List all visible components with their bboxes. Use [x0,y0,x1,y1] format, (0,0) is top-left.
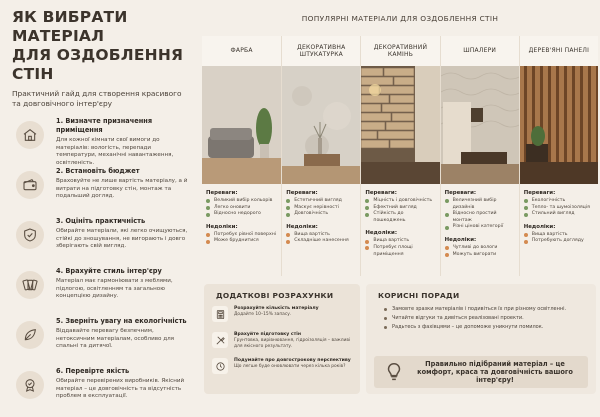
con-item [445,245,515,252]
calc-text: Що легше буде оновлювати через кілька років? [234,364,346,369]
step-title: 4. Врахуйте стиль інтер'єру [56,267,162,275]
house-icon [16,121,44,149]
pro-text: Тепло- та шумоізоляція [531,204,590,210]
pro-dot-icon [365,206,369,210]
wood-panels-image [520,66,598,184]
pro-item [365,211,435,224]
con-item [524,238,594,245]
pro-text: Ефектний вигляд [373,204,417,210]
material-card-plaster [281,36,360,276]
calc-text: Додайте 10–15% запасу. [234,312,292,317]
con-dot-icon [206,233,210,237]
calc-title: Подумайте про довгострокову перспективу [234,358,351,363]
calc-item [212,332,352,352]
calculator-icon [212,306,228,322]
con-text: Можуть вигорати [452,251,497,257]
con-item [445,252,515,259]
step-text: Матеріал має гармоніювати з меблями, підлогою, освітленням та загальною концепцією дизайну. [56,278,173,300]
pro-text: Екологічність [531,198,566,203]
pros-label: Переваги: [523,190,556,196]
pro-item [524,198,594,205]
step-item [12,117,192,167]
calculations-title: ДОДАТКОВІ РОЗРАХУНКИ [216,291,334,300]
card-title: ДЕКОРАТИВНА ШТУКАТУРКА [282,36,360,66]
cons-label: Недоліки: [286,223,318,230]
con-text: Складніше нанесення [294,238,349,244]
clock-icon [212,358,228,374]
pro-text: Міцність і довговічність [373,198,433,203]
stone-wall-image [361,66,439,184]
plaster-room-image [282,66,360,184]
lightbulb-icon [380,358,408,386]
calc-item [212,306,352,326]
step-title: 1. Визначте призначення приміщення [56,117,153,134]
con-dot-icon [206,240,210,244]
step-title: 2. Встановіть бюджет [56,167,140,175]
closing-quote: Правильно підібраний матеріал – це комфорт, краса та довговічність вашого інтер'єру! [417,360,573,384]
pros-label: Переваги: [365,190,397,196]
pro-dot-icon [445,199,449,203]
pro-item [445,211,515,224]
con-dot-icon [445,253,449,257]
calc-text: Грунтовка, вирівнювання, гідроізоляція – важливі для якісного результату. [234,338,351,349]
con-dot-icon [445,246,449,250]
step-text: Обирайте перевірених виробників. Якісний матеріал – це довговічність та відсутність проблем в експлуатації. [56,378,185,400]
pros-label: Переваги: [444,190,477,196]
materials-area [200,0,600,400]
material-card-paint [202,36,281,276]
con-text: Може бруднитися [214,238,259,244]
pro-dot-icon [206,199,210,203]
pro-item [286,198,356,205]
pro-item [286,211,356,218]
step-item [12,217,192,267]
materials-section-title: ПОПУЛЯРНІ МАТЕРІАЛИ ДЛЯ ОЗДОБЛЕННЯ СТІН [301,14,499,23]
pro-dot-icon [286,213,290,217]
card-title: ШПАЛЕРИ [441,36,519,66]
calc-title: Врахуйте підготовку стін [234,332,302,337]
calc-item [212,358,352,378]
con-text: Потребує площі приміщення [373,244,413,257]
con-item [286,238,356,245]
pro-text: Стійкість до пошкоджень [373,211,406,223]
calculations-panel [204,284,360,394]
pro-dot-icon [365,213,369,217]
pro-text: Великий вибір кольорів [214,198,273,203]
title-line-1: ЯК ВИБРАТИ МАТЕРІАЛ [12,8,128,45]
pro-dot-icon [206,213,210,217]
card-title: ДЕРЕВ'ЯНІ ПАНЕЛІ [520,36,598,66]
pro-text: Величезний вибір дизайнів [452,198,497,210]
subtitle: Практичний гайд для створення красивого та довговічного інтер'єру [12,89,182,108]
leaf-icon [16,321,44,349]
pro-item [365,198,435,205]
pro-text: Стильний вигляд [531,211,575,217]
pros-label: Переваги: [206,190,238,196]
con-text: Чутливі до вологи [452,244,498,250]
tip-item: Замовте зразки матеріалів і подивіться їх при різному освітленні. [392,306,584,313]
step-text: Віддавайте перевагу безпечним, нетоксичним матеріалам, особливо для спальні та дитячої. [56,328,175,350]
wallet-icon [16,171,44,199]
pro-dot-icon [365,199,369,203]
tip-item: Радьтесь з фахівцями – це допоможе уникнути помилок. [392,324,584,331]
con-text: Вища вартість [373,238,410,244]
pro-text: Відносно недорого [214,211,261,217]
tips-list [366,300,596,330]
con-text: Вища вартість [531,231,568,237]
con-text: Потребують догляду [531,238,584,244]
main-title [12,8,192,84]
con-item [206,238,277,245]
con-text: Потребує рівної поверхні [214,231,277,237]
shield-check-icon [16,221,44,249]
pro-dot-icon [524,213,528,217]
pro-item [445,198,515,211]
con-dot-icon [365,240,369,244]
pro-dot-icon [445,213,449,217]
paint-room-image [202,66,281,184]
pro-text: Естетичний вигляд [294,198,342,203]
step-item [12,367,192,417]
pro-dot-icon [524,206,528,210]
title-line-2: ДЛЯ ОЗДОБЛЕННЯ СТІН [12,46,184,83]
pro-dot-icon [524,199,528,203]
cons-label: Недоліки: [365,230,397,237]
con-dot-icon [524,240,528,244]
cons-label: Недоліки: [206,223,238,230]
step-text: Враховуйте не лише вартість матеріалу, а й витрати на підготовку стін, монтаж та подальший догляд. [56,178,188,200]
tip-item: Читайте відгуки та дивіться реалізовані проекти. [392,315,584,322]
card-title: ДЕКОРАТИВНИЙ КАМІНЬ [361,36,439,66]
cons-label: Недоліки: [444,236,477,243]
step-title: 3. Оцініть практичність [56,217,146,225]
pro-text: Довговічність [294,211,329,217]
material-card-wallpaper [440,36,519,276]
con-dot-icon [286,233,290,237]
pro-text: Різні цінові категорії [452,224,504,230]
material-card-wood [519,36,598,276]
step-item [12,167,192,217]
step-text: Обирайте матеріали, які легко очищуються, стійкі до зношування, не вигорають і довго зберігають свій вигляд. [56,228,188,250]
guide-column [0,0,200,400]
pro-text: Маскує нерівності [294,204,339,210]
pro-dot-icon [286,199,290,203]
con-dot-icon [365,246,369,250]
step-title: 5. Зверніть увагу на екологічність [56,317,187,325]
con-dot-icon [524,233,528,237]
step-item [12,267,192,317]
pro-text: Відносно простий монтаж [452,211,497,223]
palette-icon [16,271,44,299]
badge-check-icon [16,371,44,399]
pro-text: Легко оновити [214,204,251,210]
calc-title: Розрахуйте кількість матеріалу [234,306,319,311]
step-text: Для кожної кімнати свої вимоги до матеріалів: вологість, перепади температури, механічні навантаження, освітленість. [56,137,174,166]
cons-label: Недоліки: [523,223,556,230]
step-item [12,317,192,367]
con-text: Вища вартість [294,231,330,237]
con-item [365,238,435,245]
tips-title: КОРИСНІ ПОРАДИ [378,291,460,300]
tools-icon [212,332,228,348]
card-title: ФАРБА [202,36,281,66]
steps-list [12,117,192,417]
pro-item [524,211,594,218]
material-cards [202,36,598,276]
pro-item [206,211,277,218]
step-title: 6. Перевірте якість [56,367,130,375]
pro-item [206,198,277,205]
con-item [365,245,435,258]
con-dot-icon [286,240,290,244]
pro-dot-icon [286,206,290,210]
quote-box [374,356,588,388]
wallpaper-room-image [441,66,519,184]
tips-panel [366,284,596,394]
pros-label: Переваги: [286,190,318,196]
pro-dot-icon [206,206,210,210]
pro-dot-icon [445,226,449,230]
material-card-stone [360,36,439,276]
pro-item [445,224,515,231]
